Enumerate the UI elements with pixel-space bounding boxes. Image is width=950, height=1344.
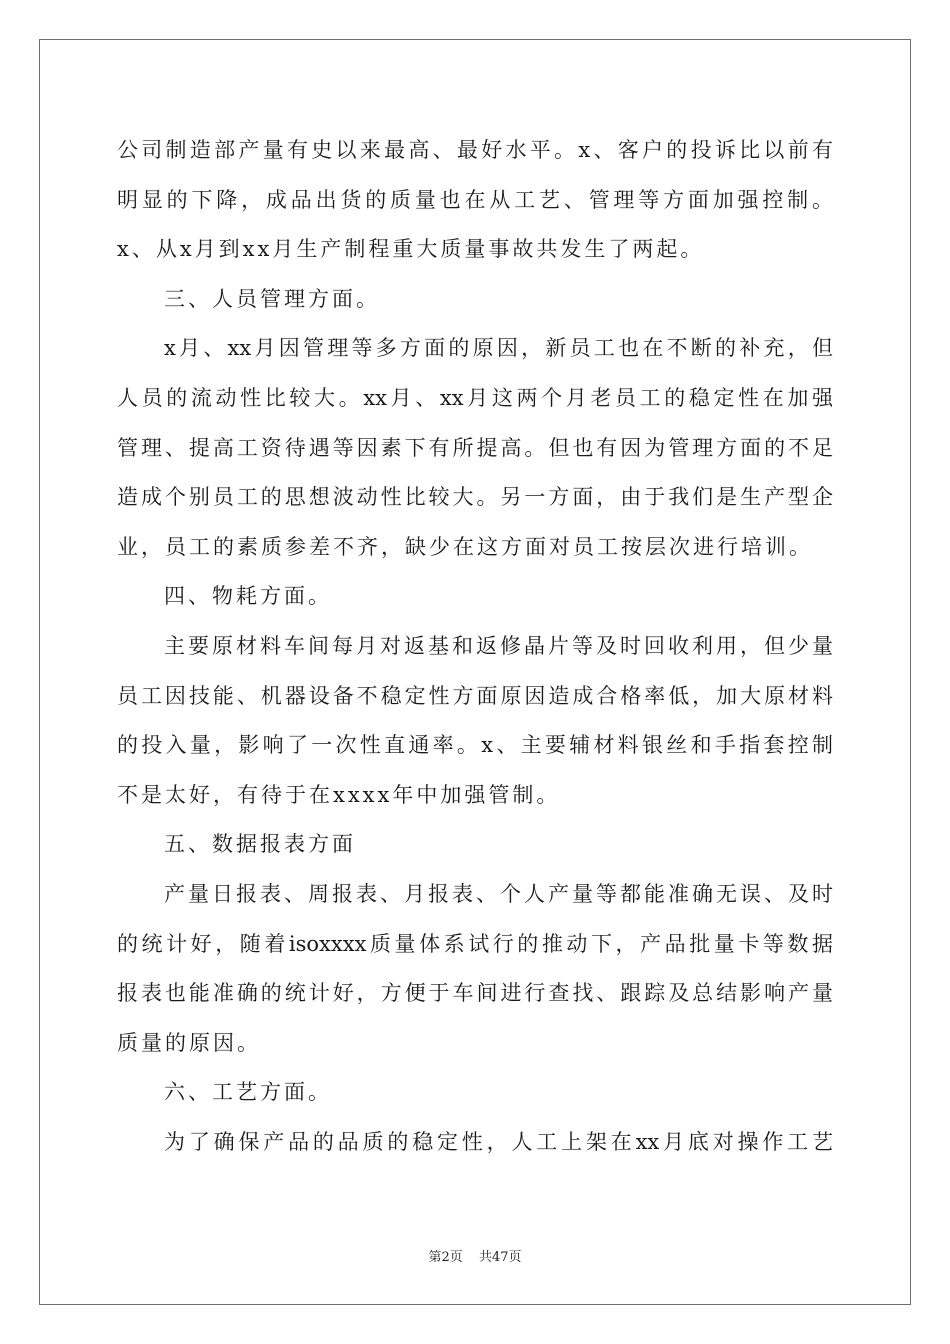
document-body — [117, 126, 833, 1167]
text-line: 明显的下降，成品出货的质量也在从工艺、管理等方面加强控制。 — [117, 187, 833, 212]
text-line: 质量的原因。 — [117, 1030, 261, 1055]
paragraph-first-line: 为了确保产品的品质的稳定性，人工上架在xx月底对操作工艺 — [164, 1129, 833, 1154]
text-line: x、从x月到xx月生产制程重大质量事故共发生了两起。 — [117, 237, 705, 262]
text-line: 业，员工的素质参差不齐，缺少在这方面对员工按层次进行培训。 — [117, 534, 813, 559]
paragraph-first-line: x月、xx月因管理等多方面的原因，新员工也在不断的补充，但 — [164, 336, 833, 361]
text-line: 的统计好，随着isoxxxx质量体系试行的推动下，产品批量卡等数据 — [117, 931, 833, 956]
paragraph-first-line: 主要原材料车间每月对返基和返修晶片等及时回收利用，但少量 — [164, 633, 833, 658]
text-line: 造成个别员工的思想波动性比较大。另一方面，由于我们是生产型企 — [117, 485, 833, 510]
paragraph-first-line: 产量日报表、周报表、月报表、个人产量等都能准确无误、及时 — [164, 881, 833, 906]
text-line: 公司制造部产量有史以来最高、最好水平。x、客户的投诉比以前有 — [117, 138, 833, 162]
text-line: 报表也能准确的统计好，方便于车间进行查找、跟踪及总结影响产量 — [117, 981, 833, 1006]
paragraph-first-line: 四、物耗方面。 — [164, 584, 332, 609]
page-footer — [0, 1246, 950, 1265]
text-line: 的投入量，影响了一次性直通率。x、主要辅材料银丝和手指套控制 — [117, 733, 833, 758]
text-line: 人员的流动性比较大。xx月、xx月这两个月老员工的稳定性在加强 — [117, 385, 833, 410]
text-line: 不是太好，有待于在xxxx年中加强管制。 — [117, 782, 561, 807]
page-total: 共47页 — [478, 1250, 522, 1265]
paragraph-first-line: 五、数据报表方面 — [164, 832, 356, 857]
page-number: 第2页 — [428, 1250, 463, 1265]
text-line: 管理、提高工资待遇等因素下有所提高。但也有因为管理方面的不足 — [117, 435, 833, 460]
paragraph-first-line: 六、工艺方面。 — [164, 1080, 332, 1105]
text-line: 员工因技能、机器设备不稳定性方面原因造成合格率低，加大原材料 — [117, 683, 833, 708]
paragraph-first-line: 三、人员管理方面。 — [164, 286, 380, 311]
